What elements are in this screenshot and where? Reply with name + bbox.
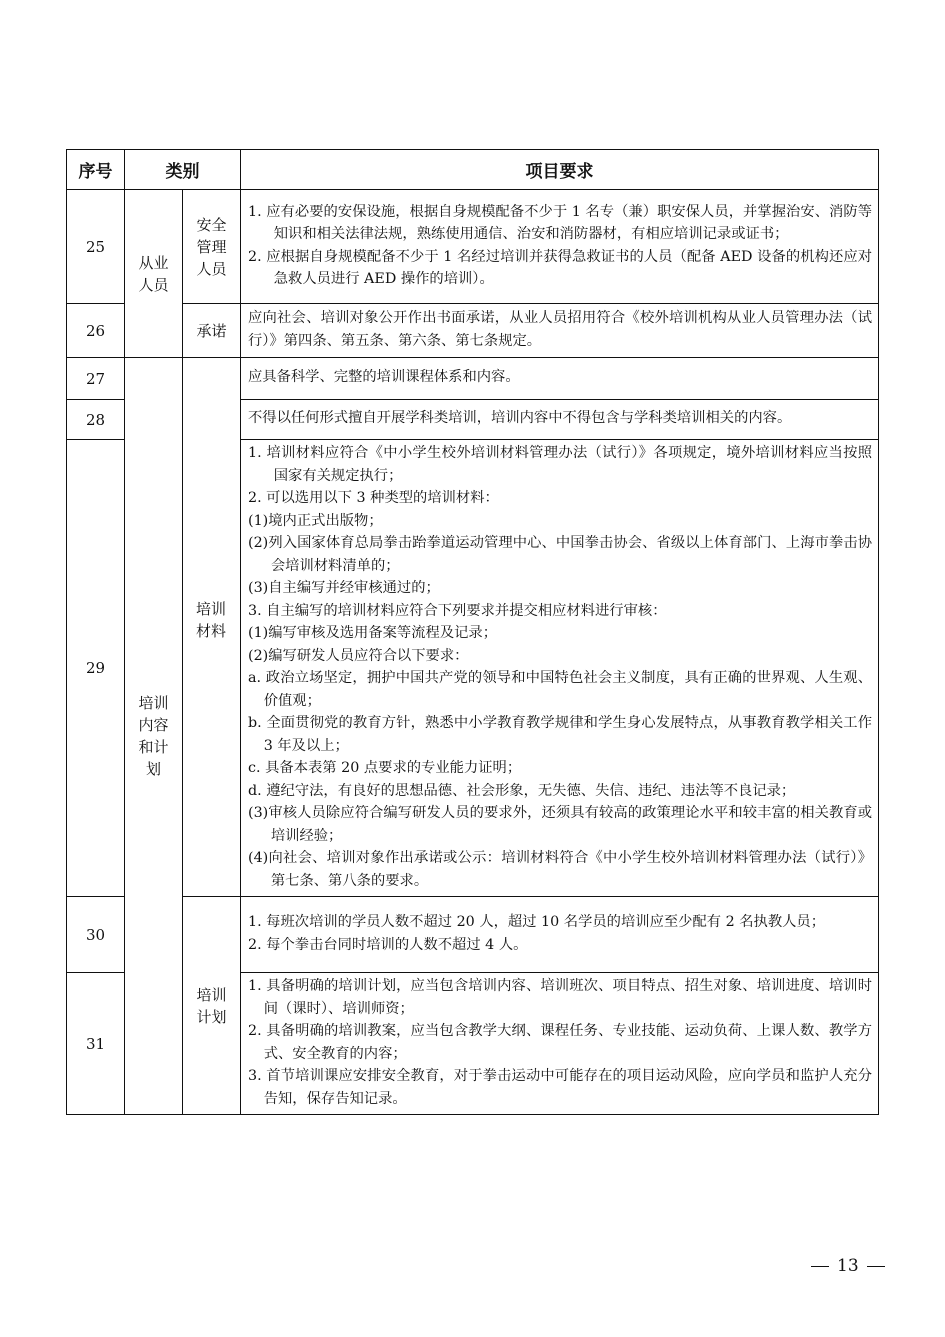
- row-number: 29: [67, 440, 125, 897]
- requirement-line: (1)境内正式出版物；: [248, 512, 383, 529]
- requirement-line: d. 遵纪守法，有良好的思想品德、社会形象，无失德、失信、违纪、违法等不良记录；: [248, 782, 796, 799]
- requirement-line: (3)自主编写并经审核通过的；: [248, 580, 440, 596]
- subcategory-label: 培训计划: [196, 985, 227, 1026]
- subcategory-label: 培训材料: [196, 600, 227, 640]
- requirement-line: (3)审核人员除应符合编写研发人员的要求外，还须具有较高的政策理论水平和较丰富的相关教育或培训经验；: [248, 805, 872, 844]
- row-number: 31: [67, 973, 125, 1115]
- subcategory-label: 承诺: [196, 321, 227, 340]
- requirement-line: c. 具备本表第 20 点要求的专业能力证明；: [248, 760, 522, 776]
- requirement-line: (4)向社会、培训对象作出承诺或公示：培训材料符合《中小学生校外培训材料管理办法（试行）》第七条、第八条的要求。: [248, 850, 872, 889]
- category-training-label: 培训内容和计划: [138, 694, 169, 778]
- requirement-cell: [241, 897, 879, 973]
- subcategory-label: 安全管理人员: [196, 215, 227, 278]
- row-number: 25: [67, 190, 125, 304]
- requirement-line: (1)编写审核及选用备案等流程及记录；: [248, 625, 497, 641]
- requirement-line: 1. 每班次培训的学员人数不超过 20 人，超过 10 名学员的培训应至少配有 2 名执教人员；: [248, 914, 826, 930]
- requirement-line: 2. 可以选用以下 3 种类型的培训材料：: [248, 490, 499, 506]
- requirement-cell: [241, 190, 879, 304]
- requirement-cell: [241, 358, 879, 400]
- page-number-text: 13: [837, 1256, 859, 1276]
- requirement-cell: [241, 440, 879, 897]
- header-seq: 序号: [67, 150, 125, 190]
- row-number: 27: [67, 358, 125, 400]
- requirement-cell: [241, 973, 879, 1115]
- subcategory-training-materials: [182, 598, 240, 642]
- category-staff-label: 从业人员: [138, 253, 169, 294]
- subcategory-training-plan: [183, 897, 241, 1115]
- subcategory-security-staff: [183, 190, 241, 304]
- requirement-line: 1. 具备明确的培训计划，应当包含培训内容、培训班次、项目特点、招生对象、培训进度、培训时间（课时）、培训师资；: [248, 978, 872, 1017]
- requirement-line: 应具备科学、完整的培训课程体系和内容。: [248, 369, 520, 386]
- requirement-line: 2. 具备明确的培训教案，应当包含教学大纲、课程任务、专业技能、运动负荷、上课人数、教学方式、安全教育的内容；: [248, 1023, 872, 1062]
- category-training: [125, 358, 183, 1115]
- table-row: [67, 190, 879, 304]
- requirement-line: (2)编写研发人员应符合以下要求：: [248, 647, 469, 664]
- requirement-line: 2. 应根据自身规模配备不少于 1 名经过培训并获得急救证书的人员（配备 AED 设备的机构还应对急救人员进行 AED 操作的培训）。: [248, 248, 872, 287]
- table-row: [67, 358, 879, 400]
- page-number: [803, 1256, 893, 1276]
- dash-right-icon: [867, 1266, 885, 1268]
- requirement-line: 2. 每个拳击台同时培训的人数不超过 4 人。: [248, 936, 528, 953]
- requirement-line: b. 全面贯彻党的教育方针，熟悉中小学教育教学规律和学生身心发展特点，从事教育教学相关工作 3 年及以上；: [248, 715, 872, 754]
- subcategory-commitment: [183, 304, 241, 358]
- table-header-row: [67, 150, 879, 190]
- row-number: 26: [67, 304, 125, 358]
- requirement-line: 应向社会、培训对象公开作出书面承诺，从业人员招用符合《校外培训机构从业人员管理办法（试行）》第四条、第五条、第六条、第七条规定。: [248, 310, 872, 349]
- requirement-line: a. 政治立场坚定，拥护中国共产党的领导和中国特色社会主义制度，具有正确的世界观、人生观、价值观；: [248, 670, 872, 709]
- table-row: [67, 304, 879, 358]
- row-number: 30: [67, 897, 125, 973]
- requirement-line: 不得以任何形式擅自开展学科类培训，培训内容中不得包含与学科类培训相关的内容。: [248, 410, 792, 427]
- requirement-line: (2)列入国家体育总局拳击跆拳道运动管理中心、中国拳击协会、省级以上体育部门、上海市拳击协会培训材料清单的；: [248, 535, 872, 574]
- header-requirement: 项目要求: [241, 150, 879, 190]
- dash-left-icon: [811, 1266, 829, 1268]
- header-category: 类别: [125, 150, 241, 190]
- category-staff: [125, 190, 183, 358]
- requirement-line: 1. 应有必要的安保设施，根据自身规模配备不少于 1 名专（兼）职安保人员，并掌握治安、消防等知识和相关法律法规，熟练使用通信、治安和消防器材，有相应培训记录或证书；: [248, 203, 872, 242]
- row-number: 28: [67, 400, 125, 440]
- requirement-cell: [241, 304, 879, 358]
- requirement-line: 1. 培训材料应符合《中小学生校外培训材料管理办法（试行）》各项规定，境外培训材料应当按照国家有关规定执行；: [248, 445, 872, 484]
- requirement-cell: [241, 400, 879, 440]
- requirement-line: 3. 首节培训课应安排安全教育，对于拳击运动中可能存在的项目运动风险，应向学员和监护人充分告知，保存告知记录。: [248, 1068, 872, 1107]
- requirement-line: 3. 自主编写的培训材料应符合下列要求并提交相应材料进行审核：: [248, 602, 667, 619]
- table-row: [67, 897, 879, 973]
